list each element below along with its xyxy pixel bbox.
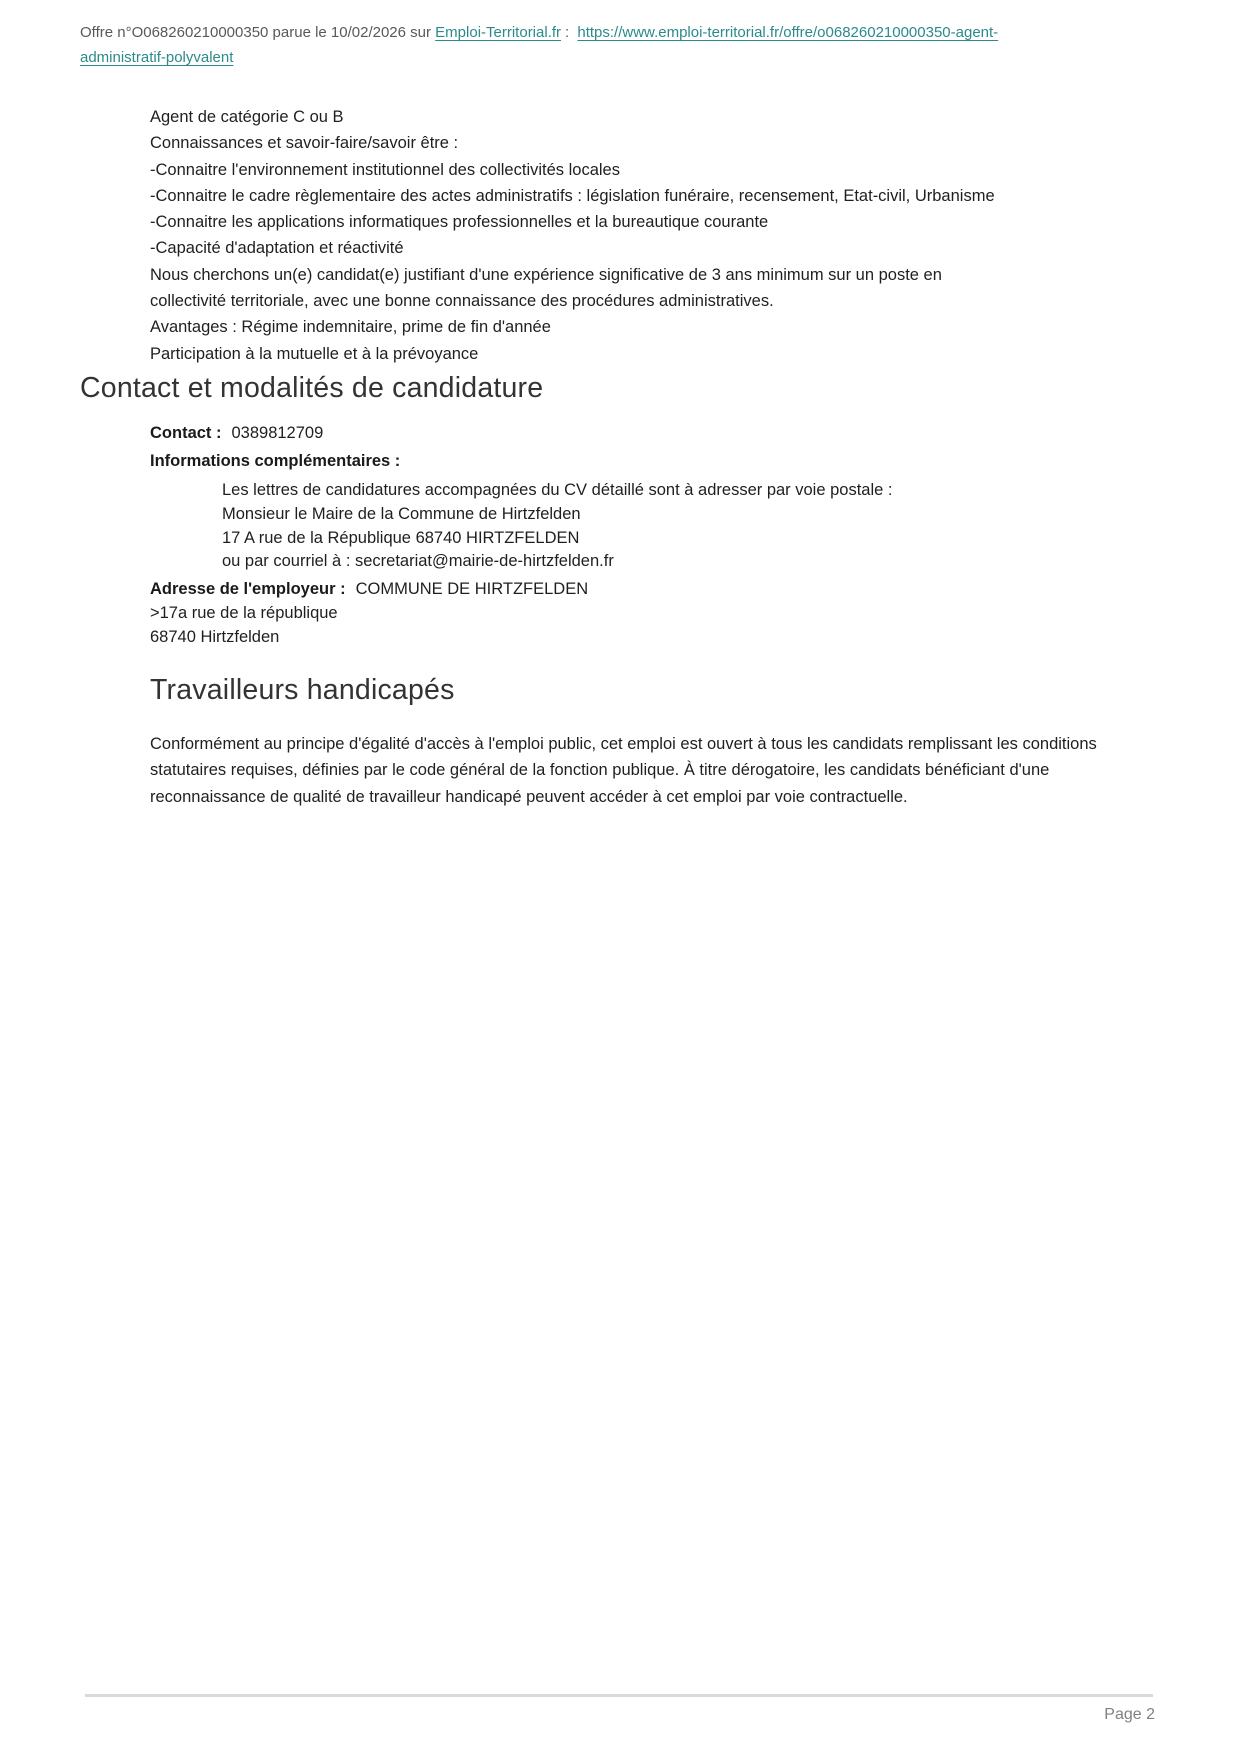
- profile-line: -Connaitre le cadre règlementaire des actes administratifs : législation funéraire, recensement, Etat-civil, Urbanisme: [150, 186, 995, 205]
- profile-line: -Capacité d'adaptation et réactivité: [150, 239, 404, 258]
- profile-line: collectivité territoriale, avec une bonne connaissance des procédures administratives.: [150, 292, 774, 311]
- employer-address-block: [150, 578, 1050, 649]
- contact-label: Contact :: [150, 424, 222, 442]
- candidate-profile-text: [150, 104, 1115, 367]
- offer-header: [80, 20, 1032, 70]
- profile-line: Connaissances et savoir-faire/savoir être :: [150, 134, 459, 153]
- offer-url-link[interactable]: https://www.emploi-territorial.fr/offre/o068260210000350-agent-administratif-polyvalent: [80, 24, 999, 66]
- profile-line: -Connaitre les applications informatiques professionnelles et la bureautique courante: [150, 213, 769, 232]
- page-number: Page 2: [1104, 1706, 1155, 1723]
- profile-line: Nous cherchons un(e) candidat(e) justifiant d'une expérience significative de 3 ans minimum sur un poste en: [150, 265, 942, 284]
- application-instructions: [222, 479, 1122, 574]
- disabled-workers-paragraph: Conformément au principe d'égalité d'accès à l'emploi public, cet emploi est ouvert à tous les candidats remplissant les conditions statutaires requises, définies par le code général de la fonction publique. À titre dérogatoire, les candidats bénéficiant d'une reconnaissance de qualité de travailleur handicapé peuvent accéder à cet emploi par voie contractuelle.: [150, 735, 1097, 806]
- application-instruction-line: 17 A rue de la République 68740 HIRTZFELDEN: [222, 528, 580, 547]
- offer-reference-text: Offre n°O068260210000350 parue le 10/02/2026 sur: [80, 24, 431, 41]
- employer-address-line: 68740 Hirtzfelden: [150, 627, 280, 646]
- profile-line: Participation à la mutuelle et à la prévoyance: [150, 344, 479, 363]
- application-instruction-line: ou par courriel à : secretariat@mairie-de-hirtzfelden.fr: [222, 552, 614, 571]
- employer-label: Adresse de l'employeur :: [150, 580, 346, 598]
- header-separator: :: [565, 24, 570, 41]
- employer-line: [150, 578, 1050, 602]
- site-link[interactable]: Emploi-Territorial.fr: [435, 24, 562, 41]
- application-instruction-line: Monsieur le Maire de la Commune de Hirtzfelden: [222, 504, 581, 523]
- additional-info-label: Informations complémentaires :: [150, 452, 401, 470]
- profile-line: -Connaitre l'environnement institutionnel des collectivités locales: [150, 160, 620, 179]
- profile-line: Avantages : Régime indemnitaire, prime de fin d'année: [150, 318, 551, 337]
- employer-name: COMMUNE DE HIRTZFELDEN: [355, 580, 589, 598]
- contact-section-heading: Contact et modalités de candidature: [80, 372, 544, 404]
- profile-line: Agent de catégorie C ou B: [150, 108, 344, 126]
- contact-phone-value: 0389812709: [231, 424, 324, 442]
- application-instruction-line: Les lettres de candidatures accompagnées du CV détaillé sont à adresser par voie postale :: [222, 481, 893, 499]
- footer-divider: [85, 1694, 1153, 1697]
- disabled-workers-heading: Travailleurs handicapés: [150, 674, 455, 706]
- contact-line: [150, 424, 323, 443]
- employer-address-line: >17a rue de la république: [150, 603, 338, 622]
- employer-address-lines: [150, 602, 1050, 650]
